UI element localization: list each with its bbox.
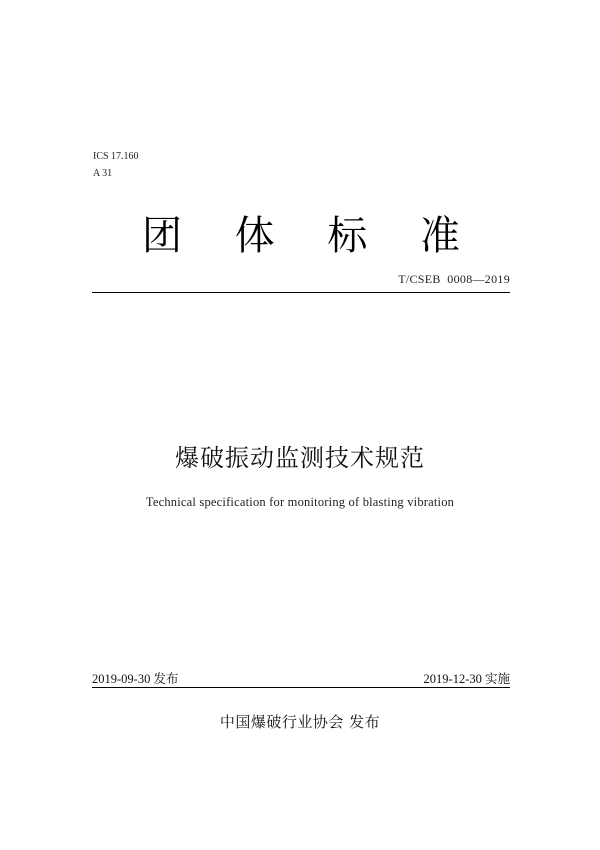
- publisher: 中国爆破行业协会 发布: [219, 713, 381, 731]
- classification-codes: [93, 148, 139, 182]
- title-chinese: 爆破振动监测技术规范: [175, 444, 425, 472]
- standard-type-char: 团: [142, 213, 182, 259]
- standard-number: T/CSEB 0008—2019: [398, 272, 510, 286]
- implement-date: 2019-12-30 实施: [423, 672, 510, 686]
- header-divider: [92, 292, 510, 293]
- publish-date: 2019-09-30 发布: [92, 672, 179, 686]
- footer-divider: [92, 687, 510, 688]
- standard-type-heading: [90, 208, 510, 264]
- title-english: Technical specification for monitoring of blasting vibration: [145, 495, 455, 509]
- standard-type-char: 标: [327, 213, 368, 259]
- standard-type-char: 准: [419, 213, 460, 259]
- dates-row: [92, 669, 510, 687]
- ccs-code: A 31: [93, 168, 113, 179]
- ics-code: ICS 17.160: [93, 151, 139, 162]
- standard-type-char: 体: [234, 213, 275, 259]
